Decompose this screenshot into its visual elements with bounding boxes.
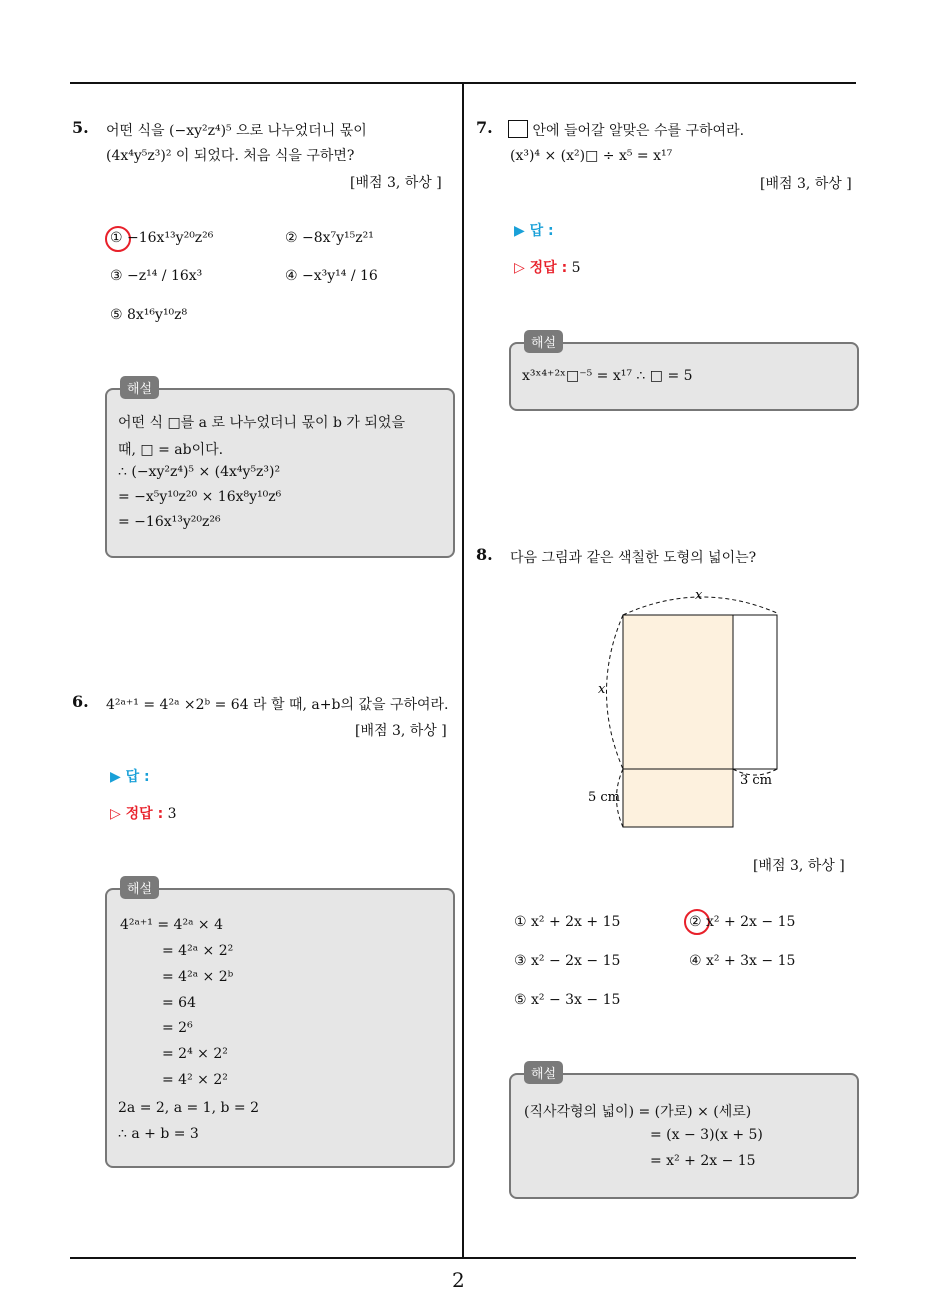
q8-label-5cm: 5 cm — [588, 790, 621, 805]
q5-commentary-tag: 해설 — [120, 376, 159, 399]
q6-text-line1: 4²ᵃ⁺¹ = 4²ᵃ ×2ᵇ = 64 라 할 때, a+b의 값을 구하여라. — [106, 697, 449, 713]
q7-text-line1 — [508, 120, 744, 140]
q6-number: 6. — [72, 692, 89, 711]
q6-sol-line1: 4²ᵃ⁺¹ = 4²ᵃ × 4 — [120, 917, 224, 933]
q7-answer-label: ▶ 답 : — [514, 223, 554, 239]
q5-sol-line4: = −x⁵y¹⁰z²⁰ × 16x⁸y¹⁰z⁶ — [118, 489, 282, 505]
q8-option-1[interactable]: ① x² + 2x + 15 — [514, 914, 621, 930]
q8-label-x-top: x — [695, 588, 703, 603]
q7-correct-value: 5 — [571, 260, 581, 276]
page-number: 2 — [452, 1268, 465, 1292]
q8-option-3[interactable]: ③ x² − 2x − 15 — [514, 953, 621, 969]
q7-score: [배점 3, 하상 ] — [760, 176, 852, 192]
q8-commentary-tag: 해설 — [524, 1061, 563, 1084]
q6-sol-line5: = 2⁶ — [162, 1020, 193, 1036]
q5-sol-line2: 때, □ = ab이다. — [118, 442, 224, 458]
q5-option-2[interactable]: ② −8x⁷y¹⁵z²¹ — [285, 230, 374, 246]
q6-sol-line6: = 2⁴ × 2² — [162, 1046, 228, 1062]
q5-option-3[interactable]: ③ −z¹⁴ / 16x³ — [110, 268, 203, 284]
q7-correct-label: ▷ 정답 : — [514, 260, 568, 276]
q6-answer-label: ▶ 답 : — [110, 769, 150, 785]
q5-text-line1: 어떤 식을 (−xy²z⁴)⁵ 으로 나누었더니 몫이 — [106, 123, 367, 139]
bottom-rule — [70, 1257, 856, 1259]
q8-white-rect — [733, 615, 777, 769]
q5-sol-line5: = −16x¹³y²⁰z²⁶ — [118, 514, 221, 530]
q8-sol-line2: = (x − 3)(x + 5) — [650, 1127, 763, 1143]
q8-option-4[interactable]: ④ x² + 3x − 15 — [689, 953, 796, 969]
q8-sol-line1: (직사각형의 넓이) = (가로) × (세로) — [524, 1104, 752, 1120]
q8-number: 8. — [476, 545, 493, 564]
q8-shaded-lower-rect — [623, 769, 733, 827]
q6-correct — [110, 803, 177, 823]
q8-option-5[interactable]: ⑤ x² − 3x − 15 — [514, 992, 621, 1008]
q6-commentary-tag: 해설 — [120, 876, 159, 899]
q5-score: [배점 3, 하상 ] — [350, 175, 442, 191]
column-divider — [462, 82, 464, 1258]
q6-sol-line4: = 64 — [162, 995, 196, 1011]
q6-sol-line3: = 4²ᵃ × 2ᵇ — [162, 969, 234, 985]
q5-option-5[interactable]: ⑤ 8x¹⁶y¹⁰z⁸ — [110, 307, 188, 323]
q6-score: [배점 3, 하상 ] — [355, 723, 447, 739]
q8-shaded-upper-rect — [623, 615, 733, 769]
q6-sol-line8: 2a = 2, a = 1, b = 2 — [118, 1100, 259, 1116]
q7-text-line2: (x³)⁴ × (x²)□ ÷ x⁵ = x¹⁷ — [510, 148, 673, 164]
q7-number: 7. — [476, 118, 493, 137]
q7-correct — [514, 257, 581, 277]
q7-sol-line1: x³ˣ⁴⁺²ˣ□⁻⁵ = x¹⁷ ∴ □ = 5 — [522, 368, 693, 384]
q5-text-line2: (4x⁴y⁵z³)² 이 되었다. 처음 식을 구하면? — [106, 148, 355, 164]
q8-score: [배점 3, 하상 ] — [753, 858, 845, 874]
q7-blank-box — [508, 120, 528, 138]
q6-correct-label: ▷ 정답 : — [110, 806, 164, 822]
q7-commentary-tag: 해설 — [524, 330, 563, 353]
q7-text-line1-label: 안에 들어갈 알맞은 수를 구하여라. — [532, 123, 745, 139]
q8-label-x-left: x — [598, 682, 606, 697]
q6-sol-line2: = 4²ᵃ × 2² — [162, 943, 234, 959]
q8-left-brace — [607, 615, 624, 769]
q8-sol-line3: = x² + 2x − 15 — [650, 1153, 756, 1169]
q6-correct-value: 3 — [167, 806, 177, 822]
q5-sol-line3: ∴ (−xy²z⁴)⁵ × (4x⁴y⁵z³)² — [118, 464, 281, 480]
q5-sol-line1: 어떤 식 □를 a 로 나누었더니 몫이 b 가 되었을 — [118, 415, 405, 431]
q8-text-line1: 다음 그림과 같은 색칠한 도형의 넓이는? — [510, 550, 757, 566]
q8-label-3cm: 3 cm — [740, 773, 773, 788]
q6-sol-line7: = 4² × 2² — [162, 1072, 228, 1088]
q8-figure — [580, 585, 800, 835]
q8-option-2[interactable]: ② x² + 2x − 15 — [689, 914, 796, 930]
q5-option-1[interactable]: ① −16x¹³y²⁰z²⁶ — [110, 230, 214, 246]
q5-option-4[interactable]: ④ −x³y¹⁴ / 16 — [285, 268, 378, 284]
q6-sol-line9: ∴ a + b = 3 — [118, 1126, 199, 1142]
q5-number: 5. — [72, 118, 89, 137]
